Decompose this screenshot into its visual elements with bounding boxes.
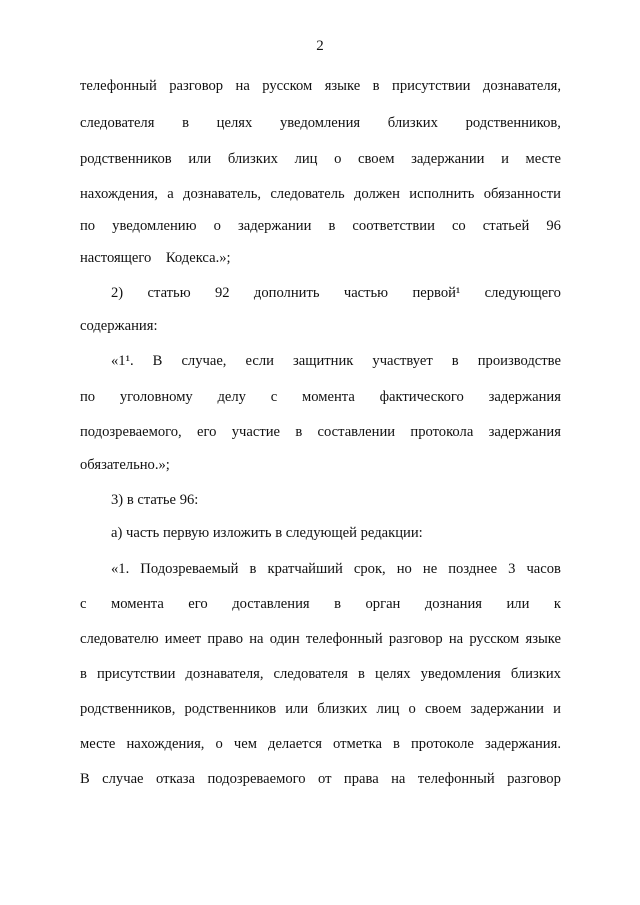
word: задержания. — [484, 736, 561, 752]
word: телефонный — [305, 631, 383, 647]
word: на — [448, 631, 464, 647]
word: обязательно.»; — [80, 457, 170, 473]
word: участвует — [372, 353, 433, 369]
word: нахождения, — [80, 186, 158, 202]
word: в — [393, 736, 400, 752]
word: языке — [324, 78, 361, 94]
word: уведомления — [279, 115, 361, 131]
word: статье — [137, 492, 177, 508]
word: В — [152, 353, 163, 369]
word: первую — [162, 525, 210, 541]
word: в — [249, 561, 257, 577]
word: в — [328, 218, 336, 234]
text-line-18 — [80, 665, 561, 683]
word: русском — [469, 631, 520, 647]
word: близких — [510, 666, 561, 682]
word: следователь — [270, 186, 345, 202]
word: нахождения, — [126, 736, 205, 752]
word: доставления — [232, 596, 310, 612]
word: родственников, — [465, 115, 561, 131]
text-line-11 — [80, 423, 561, 441]
word: или — [506, 596, 530, 612]
word: а) — [111, 525, 123, 541]
word: защитник — [292, 353, 354, 369]
word: подозреваемого — [207, 771, 306, 787]
word: уведомлению — [112, 218, 197, 234]
word: если — [245, 353, 274, 369]
word: а — [167, 186, 174, 202]
word: уголовному — [119, 389, 193, 405]
word: статьей — [482, 218, 530, 234]
word: дознаватель, — [183, 186, 262, 202]
word: подозреваемого, — [80, 424, 182, 440]
word: право — [207, 631, 244, 647]
word: задержания — [488, 424, 561, 440]
word: орган — [365, 596, 401, 612]
word: своем — [357, 151, 395, 167]
word: кратчайший — [267, 561, 343, 577]
text-line-10 — [80, 388, 561, 406]
text-line-6 — [80, 249, 561, 267]
word: в — [334, 596, 341, 612]
word: дознавателя, — [482, 78, 561, 94]
word: дополнить — [253, 285, 320, 301]
text-line-12 — [80, 456, 561, 474]
text-line-9 — [111, 352, 561, 370]
word: разговор — [388, 631, 443, 647]
word: позднее — [448, 561, 498, 577]
word: близких — [317, 701, 368, 717]
word: о — [408, 701, 416, 717]
word: 96: — [179, 492, 199, 508]
word: разговор — [507, 771, 561, 787]
word: В — [80, 771, 90, 787]
word: следователю — [80, 631, 159, 647]
text-line-13 — [111, 491, 561, 509]
word: в — [372, 78, 380, 94]
word: срок, — [353, 561, 386, 577]
word: русском — [262, 78, 313, 94]
word: в — [451, 353, 459, 369]
word: в — [275, 525, 283, 541]
word: месте — [525, 151, 561, 167]
word: о — [213, 218, 221, 234]
word: настоящего — [80, 250, 152, 266]
word: но — [396, 561, 412, 577]
word: на — [235, 78, 250, 94]
word: в — [182, 115, 189, 131]
word: «1¹. — [111, 353, 134, 369]
text-line-1 — [80, 77, 561, 95]
word: и — [553, 701, 561, 717]
word: с — [80, 596, 87, 612]
word: лиц — [376, 701, 400, 717]
word: часть — [126, 525, 160, 541]
word: частью — [343, 285, 389, 301]
word: составлении — [317, 424, 396, 440]
word: следующей — [285, 525, 357, 541]
word: в — [295, 424, 303, 440]
text-line-15 — [111, 560, 561, 578]
text-line-16 — [80, 595, 561, 613]
word: Кодекса.»; — [165, 250, 231, 266]
text-line-20 — [80, 735, 561, 753]
word: родственников — [184, 701, 277, 717]
word: следующего — [484, 285, 561, 301]
word: 3 — [508, 561, 516, 577]
word: или — [285, 701, 309, 717]
word: редакции: — [360, 525, 423, 541]
word: следователя — [80, 115, 155, 131]
word: следователя — [273, 666, 348, 682]
word: 96 — [546, 218, 561, 234]
word: дознания — [424, 596, 482, 612]
word: в — [126, 492, 134, 508]
word: 92 — [214, 285, 230, 301]
word: с — [270, 389, 278, 405]
text-line-8 — [80, 317, 561, 335]
word: дознавателя, — [185, 666, 264, 682]
word: телефонный — [417, 771, 495, 787]
word: случае — [102, 771, 144, 787]
word: 2) — [111, 285, 124, 301]
word: участие — [231, 424, 280, 440]
word: в — [358, 666, 365, 682]
word: статью — [147, 285, 191, 301]
word: должен — [353, 186, 400, 202]
word: языке — [525, 631, 561, 647]
word: задержания — [488, 389, 561, 405]
word: от — [317, 771, 332, 787]
word: отметка — [333, 736, 382, 752]
word: на — [391, 771, 406, 787]
word: задержании — [411, 151, 485, 167]
word: со — [451, 218, 466, 234]
word: делу — [217, 389, 246, 405]
word: родственников — [80, 151, 172, 167]
word: о — [215, 736, 223, 752]
word: обязанности — [483, 186, 561, 202]
page-number: 2 — [316, 38, 324, 54]
word: делается — [268, 736, 322, 752]
word: и — [501, 151, 509, 167]
word: его — [197, 424, 217, 440]
word: соответствии — [352, 218, 435, 234]
word: целях — [216, 115, 253, 131]
text-line-17 — [80, 630, 561, 648]
word: 3) — [111, 492, 124, 508]
word: или — [188, 151, 212, 167]
word: один — [269, 631, 300, 647]
word: о — [334, 151, 342, 167]
word: не — [422, 561, 438, 577]
word: имеет — [164, 631, 202, 647]
text-line-7 — [111, 284, 561, 302]
word: в — [80, 666, 87, 682]
word: содержания: — [80, 318, 158, 334]
word: близких — [387, 115, 438, 131]
word: изложить — [212, 525, 272, 541]
word: целях — [374, 666, 411, 682]
word: своем — [424, 701, 462, 717]
word: телефонный — [80, 78, 157, 94]
text-line-19 — [80, 700, 561, 718]
word: к — [553, 596, 561, 612]
word: производстве — [477, 353, 561, 369]
word: исполнить — [409, 186, 475, 202]
word: родственников, — [80, 701, 176, 717]
word: отказа — [155, 771, 196, 787]
word: задержании — [470, 701, 544, 717]
word: «1. — [111, 561, 130, 577]
word: по — [80, 389, 96, 405]
word: чем — [233, 736, 257, 752]
word: первой¹ — [412, 285, 461, 301]
text-line-4 — [80, 185, 561, 203]
word: момента — [302, 389, 355, 405]
word: фактического — [379, 389, 464, 405]
word: протокола — [410, 424, 474, 440]
word: часов — [526, 561, 561, 577]
word: близких — [227, 151, 278, 167]
text-line-21 — [80, 770, 561, 788]
word: на — [249, 631, 264, 647]
word: по — [80, 218, 96, 234]
word: месте — [80, 736, 116, 752]
word: момента — [110, 596, 164, 612]
word: случае, — [181, 353, 227, 369]
word: лиц — [294, 151, 318, 167]
word: протоколе — [410, 736, 474, 752]
word: уведомления — [420, 666, 501, 682]
word: разговор — [169, 78, 224, 94]
word: задержании — [237, 218, 312, 234]
text-line-14 — [111, 524, 561, 542]
text-line-3 — [80, 150, 561, 168]
word: права — [343, 771, 379, 787]
word: присутствии — [392, 78, 471, 94]
text-line-2 — [80, 114, 561, 132]
word: его — [188, 596, 208, 612]
word: Подозреваемый — [140, 561, 239, 577]
word: присутствии — [96, 666, 176, 682]
text-line-5 — [80, 217, 561, 235]
